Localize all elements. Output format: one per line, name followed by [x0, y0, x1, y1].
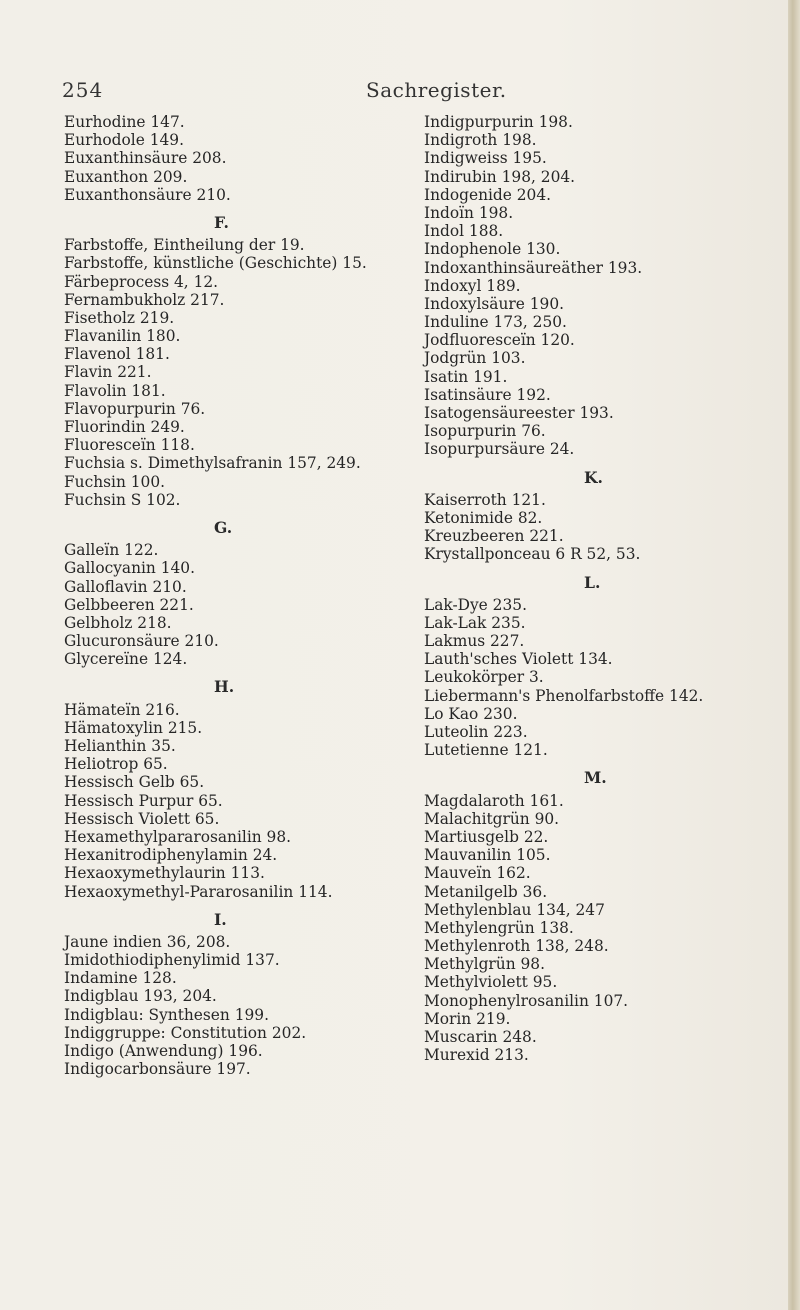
index-entry: Liebermann's Phenolfarbstoffe 142. — [424, 686, 704, 705]
index-entry: Fisetholz 219. — [64, 308, 175, 327]
index-entry: Kreuzbeeren 221. — [424, 527, 564, 546]
index-entry: Lutetienne 121. — [424, 741, 548, 760]
index-entry: Flavin 221. — [64, 363, 152, 382]
index-entry: Flavenol 181. — [64, 345, 170, 364]
index-entry: Indigocarbonsäure 197. — [64, 1060, 251, 1079]
index-entry: Indogenide 204. — [424, 185, 552, 204]
index-entry: Eurhodine 147. — [64, 113, 185, 131]
letter-heading: M. — [584, 768, 607, 788]
letter-heading: L. — [584, 572, 601, 592]
index-entry: Indigblau: Synthesen 199. — [64, 1005, 269, 1024]
page-number: 254 — [62, 78, 104, 102]
index-entry: Indiggruppe: Constitution 202. — [64, 1023, 307, 1042]
index-entry: Indamine 128. — [64, 969, 177, 988]
index-entry: Indirubin 198, 204. — [424, 167, 576, 186]
index-entry: Glycereïne 124. — [64, 650, 188, 669]
index-entry: Kaiserroth 121. — [424, 490, 546, 509]
letter-heading: G. — [214, 517, 233, 537]
index-entry: Indigo (Anwendung) 196. — [64, 1042, 263, 1060]
page-header — [0, 78, 800, 106]
index-entry: Jodgrün 103. — [424, 349, 526, 368]
index-entry: Glucuronsäure 210. — [64, 632, 219, 651]
index-entry: Fuchsin S 102. — [64, 490, 181, 509]
index-entry: Malachitgrün 90. — [424, 809, 560, 828]
index-entry: Lo Kao 230. — [424, 704, 518, 723]
index-entry: Methylengrün 138. — [424, 918, 574, 937]
index-entry: Imidothiodiphenylimid 137. — [64, 951, 280, 970]
index-entry: Gallocyanin 140. — [64, 559, 195, 578]
index-entry: Mauvanilin 105. — [424, 846, 551, 865]
index-entry: Flavopurpurin 76. — [64, 399, 206, 418]
index-column-right — [424, 113, 800, 1064]
index-entry: Hessisch Purpur 65. — [64, 791, 223, 810]
index-entry: Indigblau 193, 204. — [64, 987, 217, 1006]
index-entry: Methylviolett 95. — [424, 973, 558, 992]
index-entry: Farbstoffe, künstliche (Geschichte) 15. — [64, 254, 367, 273]
index-entry: Indoïn 198. — [424, 203, 514, 222]
index-entry: Eurhodole 149. — [64, 131, 184, 150]
index-entry: Gelbholz 218. — [64, 613, 172, 632]
index-entry: Induline 173, 250. — [424, 313, 567, 332]
index-entry: Isatin 191. — [424, 367, 508, 386]
index-entry: Martiusgelb 22. — [424, 827, 549, 846]
index-entry: Euxanthon 209. — [64, 167, 188, 186]
index-entry: Lakmus 227. — [424, 632, 525, 651]
index-entry: Metanilgelb 36. — [424, 882, 548, 901]
index-entry: Murexid 213. — [424, 1046, 529, 1065]
index-entry: Methylgrün 98. — [424, 955, 545, 974]
index-entry: Gelbbeeren 221. — [64, 595, 194, 614]
index-entry: Isatinsäure 192. — [424, 385, 551, 404]
index-entry: Isatogensäureester 193. — [424, 404, 614, 422]
index-entry: Indol 188. — [424, 222, 504, 241]
index-entry: Krystallponceau 6 R 52, 53. — [424, 545, 641, 564]
running-title: Sachregister. — [366, 78, 507, 102]
index-entry: Hämateïn 216. — [64, 700, 180, 719]
index-entry: Farbstoffe, Eintheilung der 19. — [64, 236, 305, 255]
index-entry: Luteolin 223. — [424, 723, 528, 741]
index-entry: Lak-Lak 235. — [424, 613, 526, 632]
letter-heading: F. — [214, 212, 229, 232]
index-entry: Methylenblau 134, 247 — [424, 900, 605, 919]
index-entry: Morin 219. — [424, 1009, 511, 1028]
index-entry: Hexaoxymethylaurin 113. — [64, 864, 265, 883]
index-entry: Helianthin 35. — [64, 737, 176, 755]
index-entry: Flavanilin 180. — [64, 327, 181, 346]
index-entry: Lauth'sches Violett 134. — [424, 650, 613, 669]
index-entry: Jodfluoresceïn 120. — [424, 331, 575, 350]
index-entry: Isopurpursäure 24. — [424, 440, 575, 459]
index-entry: Euxanthonsäure 210. — [64, 185, 231, 204]
index-entry: Methylenroth 138, 248. — [424, 937, 609, 956]
index-column-left — [64, 113, 459, 1078]
index-entry: Ketonimide 82. — [424, 508, 543, 527]
index-entry: Indigroth 198. — [424, 131, 537, 150]
index-entry: Hessisch Violett 65. — [64, 809, 220, 828]
index-entry: Muscarin 248. — [424, 1028, 537, 1046]
index-entry: Monophenylrosanilin 107. — [424, 991, 629, 1010]
index-entry: Heliotrop 65. — [64, 755, 168, 774]
page-edge — [788, 0, 800, 1310]
index-entry: Leukokörper 3. — [424, 668, 544, 687]
index-entry: Indoxylsäure 190. — [424, 294, 565, 313]
index-entry: Indophenole 130. — [424, 240, 561, 259]
index-entry: Hexaoxymethyl-Pararosanilin 114. — [64, 882, 333, 901]
letter-heading: I. — [214, 909, 227, 929]
index-entry: Isopurpurin 76. — [424, 422, 546, 441]
index-entry: Fernambukholz 217. — [64, 290, 225, 309]
index-entry: Indoxyl 189. — [424, 276, 521, 295]
index-entry: Fuchsia s. Dimethylsafranin 157, 249. — [64, 454, 361, 473]
letter-heading: H. — [214, 677, 235, 697]
index-entry: Galleïn 122. — [64, 541, 159, 560]
index-entry: Indigweiss 195. — [424, 149, 547, 168]
index-entry: Flavolin 181. — [64, 381, 166, 400]
letter-heading: K. — [584, 467, 603, 487]
index-entry: Fuchsin 100. — [64, 472, 166, 491]
index-entry: Indoxanthinsäureäther 193. — [424, 258, 643, 277]
index-entry: Mauveïn 162. — [424, 864, 531, 883]
index-entry: Jaune indien 36, 208. — [64, 932, 231, 951]
index-entry: Hexanitrodiphenylamin 24. — [64, 846, 278, 865]
index-entry: Hexamethylpararosanilin 98. — [64, 827, 292, 846]
index-entry: Fluoresceïn 118. — [64, 436, 195, 455]
index-entry: Magdalaroth 161. — [424, 791, 564, 810]
index-entry: Lak-Dye 235. — [424, 595, 527, 614]
index-entry: Galloflavin 210. — [64, 577, 187, 596]
index-entry: Hämatoxylin 215. — [64, 718, 203, 737]
index-entry: Indigpurpurin 198. — [424, 113, 573, 131]
index-entry: Färbeprocess 4, 12. — [64, 272, 219, 291]
index-entry: Hessisch Gelb 65. — [64, 773, 205, 792]
index-entry: Fluorindin 249. — [64, 418, 185, 436]
index-entry: Euxanthinsäure 208. — [64, 149, 227, 168]
